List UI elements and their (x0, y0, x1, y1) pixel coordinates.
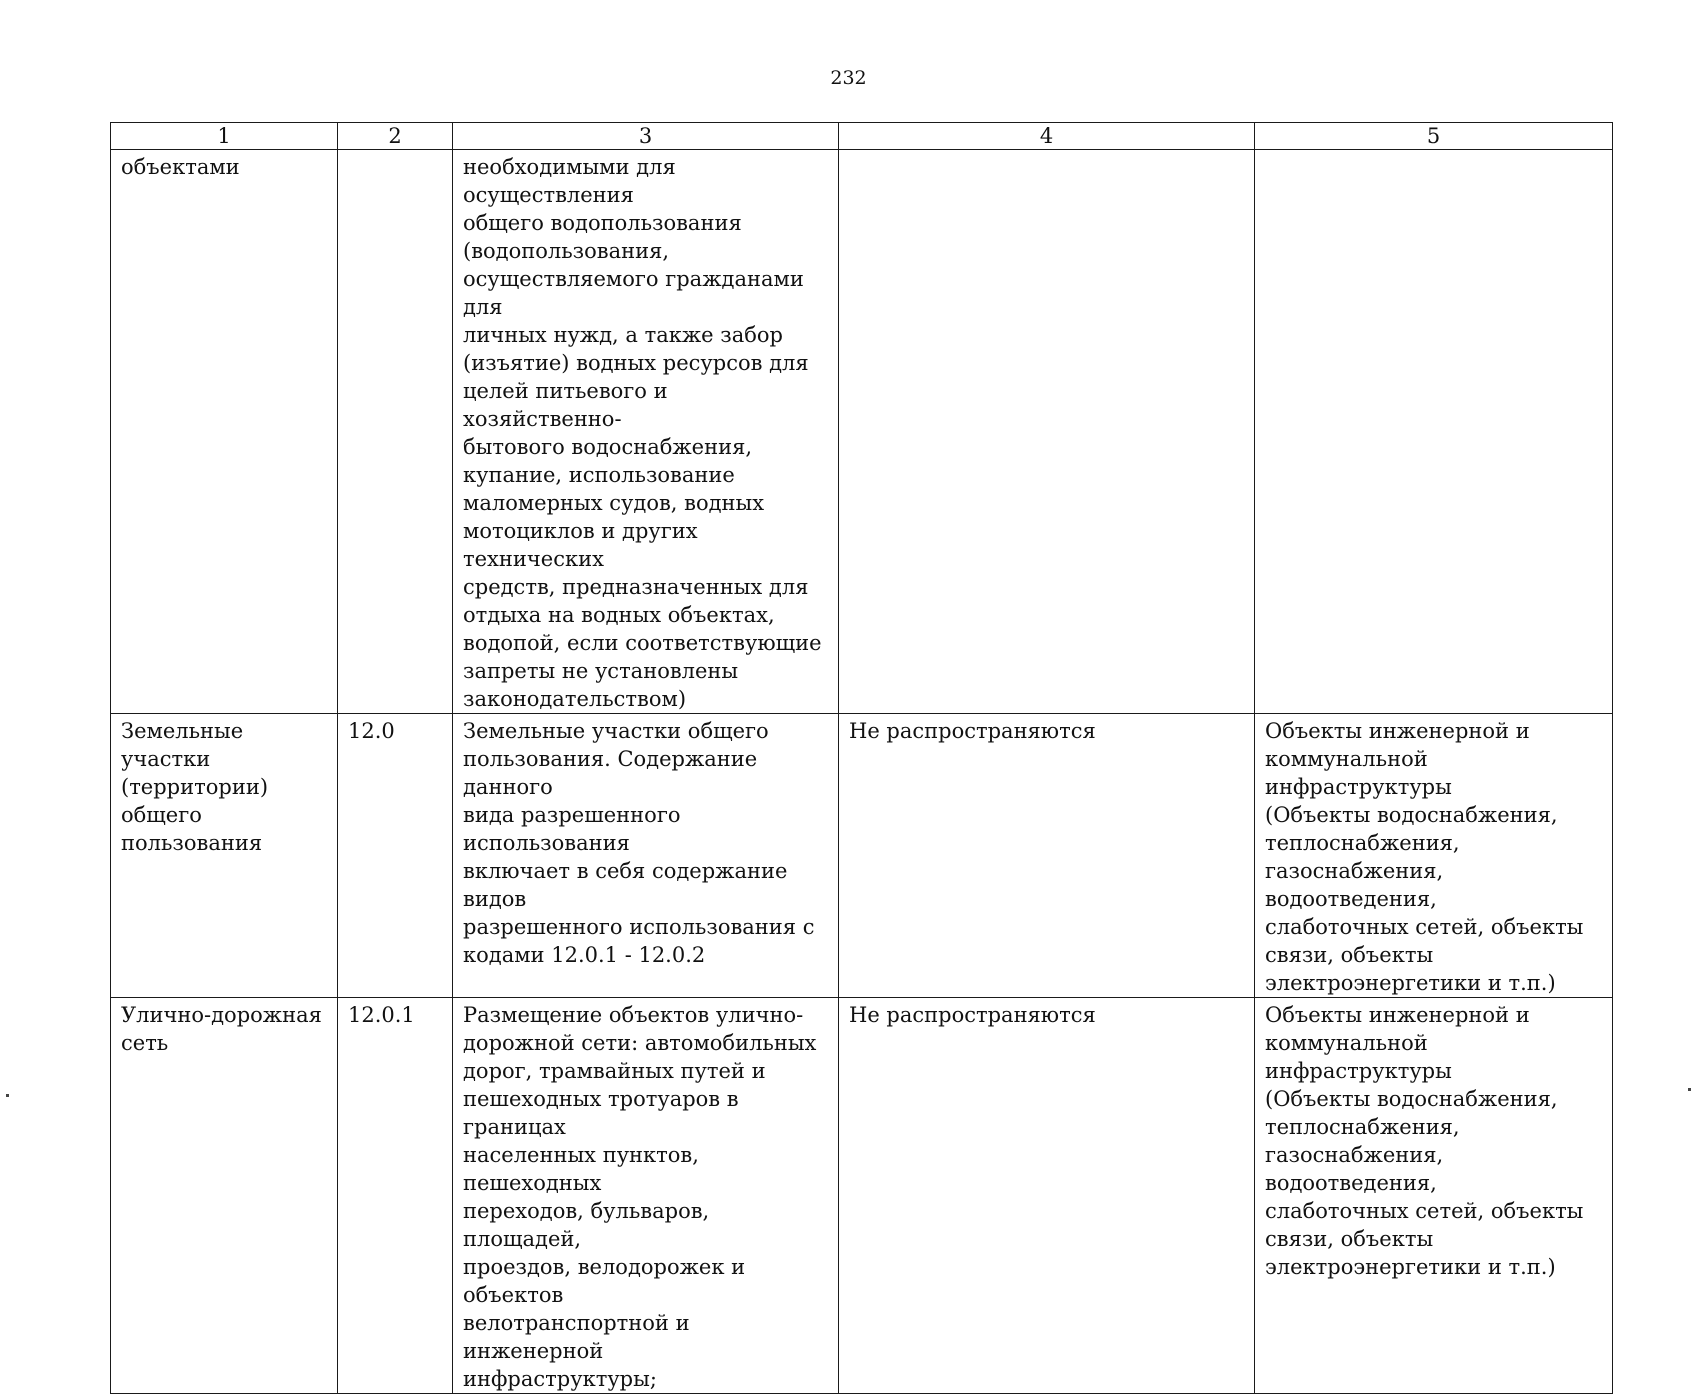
column-header-4: 4 (839, 123, 1255, 150)
table-cell (453, 998, 839, 1394)
table-cell (839, 714, 1255, 998)
cell-text: Не распространяются (849, 719, 1096, 743)
table-cell (1255, 150, 1613, 714)
table-cell (453, 150, 839, 714)
table-cell (111, 998, 338, 1394)
scan-speck-left (6, 1094, 9, 1097)
table-cell (338, 714, 453, 998)
cell-text: Размещение объектов улично- дорожной сети: автомобильных дорог, трамвайных путей и пешеходных тротуаров в границах населенных пунктов, пешеходных переходов, бульваров, площадей, проездов, велодорожек и объектов велотранспортной и инженерной инфраструктуры; (463, 1003, 817, 1391)
cell-text: Земельные участки общего пользования. Содержание данного вида разрешенного использования включает в себя содержание видов разрешенного использования с кодами 12.0.1 - 12.0.2 (463, 719, 815, 967)
page-number: 232 (830, 67, 867, 89)
header-row (111, 123, 1613, 150)
scan-speck-right (1688, 1088, 1691, 1091)
table-cell (338, 998, 453, 1394)
cell-text: необходимыми для осуществления общего водопользования (водопользования, осуществляемого гражданами для личных нужд, а также забор (изъятие) водных ресурсов для целей питьевого и хозяйственно- бытового водоснабжения, купание, использование маломерных судов, водных мотоциклов и других технических средств, предназначенных для отдыха на водных объектах, водопой, если соответствующие запреты не установлены законодательством) (463, 155, 822, 711)
cell-text: Земельные участки (территории) общего пользования (121, 719, 269, 855)
table-cell (1255, 998, 1613, 1394)
table-cell (111, 714, 338, 998)
column-header-5: 5 (1255, 123, 1613, 150)
table-cell (839, 150, 1255, 714)
table-cell (111, 150, 338, 714)
zoning-table (110, 122, 1613, 1394)
cell-text: Объекты инженерной и коммунальной инфраструктуры (Объекты водоснабжения, теплоснабжения, газоснабжения, водоотведения, слаботочных сетей, объекты связи, объекты электроэнергетики и т.п.) (1265, 719, 1584, 995)
table-row (111, 150, 1613, 714)
table-row (111, 998, 1613, 1394)
cell-text: объектами (121, 155, 240, 179)
table-cell (839, 998, 1255, 1394)
cell-text: Объекты инженерной и коммунальной инфраструктуры (Объекты водоснабжения, теплоснабжения, газоснабжения, водоотведения, слаботочных сетей, объекты связи, объекты электроэнергетики и т.п.) (1265, 1003, 1584, 1279)
table-header (111, 123, 1613, 150)
cell-text: 12.0 (348, 719, 395, 743)
column-header-1: 1 (111, 123, 338, 150)
table-row (111, 714, 1613, 998)
column-header-2: 2 (338, 123, 453, 150)
cell-text: Улично-дорожная сеть (121, 1003, 322, 1055)
table-cell (1255, 714, 1613, 998)
table-cell (338, 150, 453, 714)
table-cell (453, 714, 839, 998)
column-header-3: 3 (453, 123, 839, 150)
table-body (111, 150, 1613, 1394)
cell-text: Не распространяются (849, 1003, 1096, 1027)
cell-text: 12.0.1 (348, 1003, 415, 1027)
